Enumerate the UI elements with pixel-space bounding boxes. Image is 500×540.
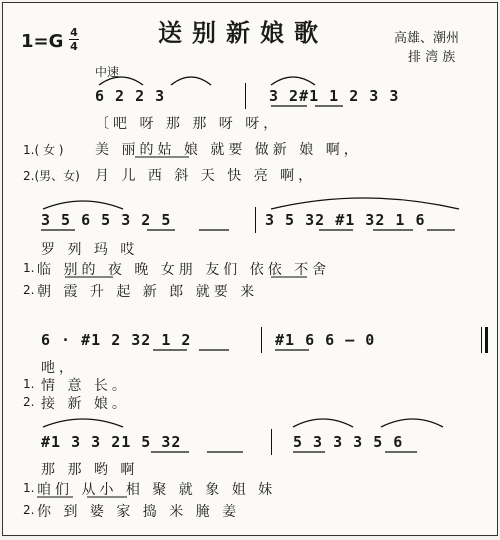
system4-barline [271,429,272,455]
time-signature [69,27,79,52]
system3-notes-a: 6 · #1 2 32 1 2 [41,331,192,349]
tempo-marking: 中速 [95,65,120,79]
system3-verse2-num: 2. [23,395,35,409]
system2-verse2-num: 2. [23,283,35,297]
slur [293,419,353,427]
slur [43,201,123,209]
system4-notes-b: 5 3 3 3 5 6 [293,433,404,451]
slur [171,77,211,85]
system3-verse2: 接 新 娘。 [41,396,130,412]
system4-verse2: 你 到 婆 家 捣 米 腌 姜 [37,504,241,520]
system3-verse1-num: 1. [23,377,35,391]
system2-lyric-intro: 罗 列 玛 哎 [41,242,139,258]
system3-end-thin [481,327,482,353]
slur [271,198,459,209]
system2-notes-b: 3 5 32 #1 32 1 6 [265,211,426,229]
system3-barline [261,327,262,353]
system1-verse2-num: 2.(男、女) [23,169,80,183]
system2-verse2: 朝 霞 升 起 新 郎 就要 来 [37,284,259,300]
system3-verse1: 情 意 长。 [41,378,130,394]
system2-verse1: 临 别的 夜 晚 女朋 友们 依依 不舍 [37,262,331,278]
system3-end-thick [485,327,488,353]
system1-notes-b: 3 2#1 1 2 3 3 [269,87,400,105]
system1-verse2: 月 儿 西 斜 天 快 亮 啊， [95,168,317,184]
system4-verse1-num: 1. [23,481,35,495]
system4-verse2-num: 2. [23,503,35,517]
score-sheet [2,2,498,536]
system2-notes-a: 3 5 6 5 3 2 5 [41,211,172,229]
system1-notes-a: 6 2 2 3 [95,87,166,105]
slur [381,419,443,427]
system1-verse1: 美 丽的姑 娘 就要 做新 娘 啊， [95,142,362,158]
system1-verse1-num: 1.( 女 ) [23,143,64,157]
system1-barline [245,83,246,109]
system3-lyric-intro: 吔， [41,360,77,376]
credit-line-1: 高雄、潮州 [393,31,459,46]
meter-top: 4 [70,26,78,39]
song-title: 送别新娘歌 [158,18,328,47]
system4-verse1: 咱们 从小 相 聚 就 象 姐 妹 [37,482,277,498]
credit-line-2: 排 湾 族 [407,50,456,65]
system4-lyric-intro: 那 那 哟 啊 [41,462,139,478]
system1-lyric-intro: 〔吧 呀 那 那 呀 呀， [95,116,282,132]
system4-notes-a: #1 3 3 21 5 32 [41,433,182,451]
key-signature: 1=G [21,31,64,52]
slur [271,77,315,85]
system2-barline [255,207,256,233]
system2-verse1-num: 1. [23,261,35,275]
meter-bottom: 4 [70,40,78,53]
credit [394,29,459,67]
slur [43,419,123,427]
system3-notes-b: #1 6 6 – 0 [275,331,376,349]
